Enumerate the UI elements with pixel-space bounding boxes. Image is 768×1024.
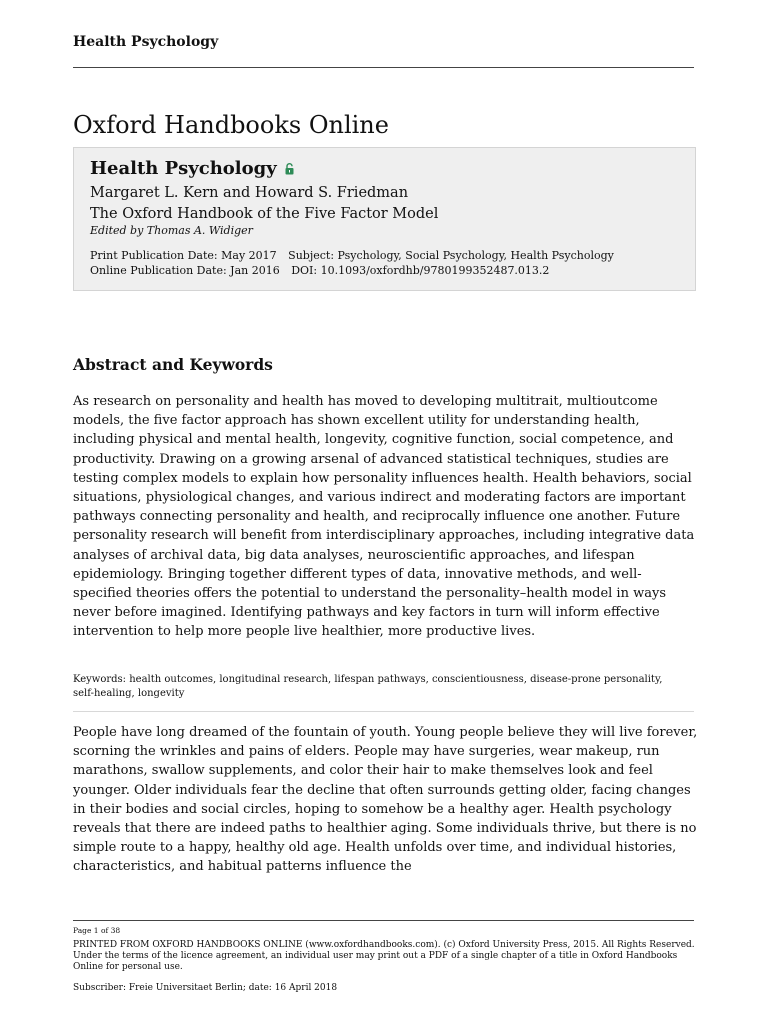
subject-label: Subject: bbox=[288, 249, 335, 262]
abstract-text: As research on personality and health has moved to developing multitrait, multioutcome models, the five factor approach has shown excellent utility for understanding health, including physical and mental health, longevity, cognitive function, social competence, and productivity. Drawing on a growing arsenal of advanced statistical techniques, studies are testing complex models to explain how personality influences health. Health behaviors, social situations, physiological changes, and various indirect and moderating factors are important pathways connecting personality and health, and reciprocally influence one another. Future personality research will benefit from interdisciplinary approaches, including integrative data analyses of archival data, big data analyses, neuroscientific approaches, and lifespan epidemiology. Bringing together different types of data, innovative methods, and well-specified theories offers the potential to understand the personality–health model in ways never before imagined. Identifying pathways and key factors in turn will inform effective intervention to help more people live healthier, more productive lives. bbox=[73, 394, 695, 640]
chapter-metadata-box bbox=[73, 147, 696, 291]
copyright-notice: PRINTED FROM OXFORD HANDBOOKS ONLINE (www.oxfordhandbooks.com). (c) Oxford University Press, 2015. All Rights Reserved. Under the terms of the licence agreement, an individual user may print out a PDF of a single chapter of a title in Oxford Handbooks Online for personal use. bbox=[73, 940, 695, 972]
subscriber-line: Subscriber: Freie Universitaet Berlin; date: 16 April 2018 bbox=[73, 983, 338, 993]
footer-divider bbox=[73, 920, 694, 921]
chapter-title: Health Psychology bbox=[90, 158, 277, 179]
print-publication-line bbox=[90, 249, 614, 262]
site-name: Oxford Handbooks Online bbox=[73, 111, 389, 139]
open-padlock-icon bbox=[285, 163, 294, 175]
print-pub-date: May 2017 bbox=[221, 249, 277, 262]
chapter-title-row bbox=[90, 158, 294, 179]
abstract-heading: Abstract and Keywords bbox=[73, 355, 273, 374]
print-pub-label: Print Publication Date: bbox=[90, 249, 218, 262]
body-paragraph: People have long dreamed of the fountain of youth. Young people believe they will live forever, scorning the wrinkles and pains of elders. People may have surgeries, wear makeup, run marathons, swallow supplements, and color their hair to make themselves look and feel younger. Older individuals fear the decline that often surrounds getting older, facing changes in their bodies and social circles, hoping to somehow be a healthy ager. Health psychology reveals that there are indeed paths to healthier aging. Some individuals thrive, but there is no simple route to a happy, healthy old age. Health unfolds over time, and individual histories, characteristics, and habitual patterns influence the bbox=[73, 725, 698, 875]
header-divider bbox=[73, 67, 694, 68]
section-divider bbox=[73, 711, 694, 712]
subject-value: Psychology, Social Psychology, Health Psychology bbox=[337, 249, 614, 262]
page-number: Page 1 of 38 bbox=[73, 926, 121, 935]
book-editor: Edited by Thomas A. Widiger bbox=[90, 224, 253, 237]
keywords: Keywords: health outcomes, longitudinal research, lifespan pathways, conscientiousness, disease-prone personality, self-healing, longevity bbox=[73, 674, 663, 699]
online-publication-line bbox=[90, 264, 549, 277]
online-pub-label: Online Publication Date: bbox=[90, 264, 227, 277]
doi-label: DOI: bbox=[291, 264, 318, 277]
doi-value: 10.1093/oxfordhb/9780199352487.013.2 bbox=[320, 264, 550, 277]
online-pub-date: Jan 2016 bbox=[230, 264, 280, 277]
book-title: The Oxford Handbook of the Five Factor Model bbox=[90, 206, 439, 222]
running-head: Health Psychology bbox=[73, 34, 219, 50]
chapter-authors: Margaret L. Kern and Howard S. Friedman bbox=[90, 185, 409, 201]
